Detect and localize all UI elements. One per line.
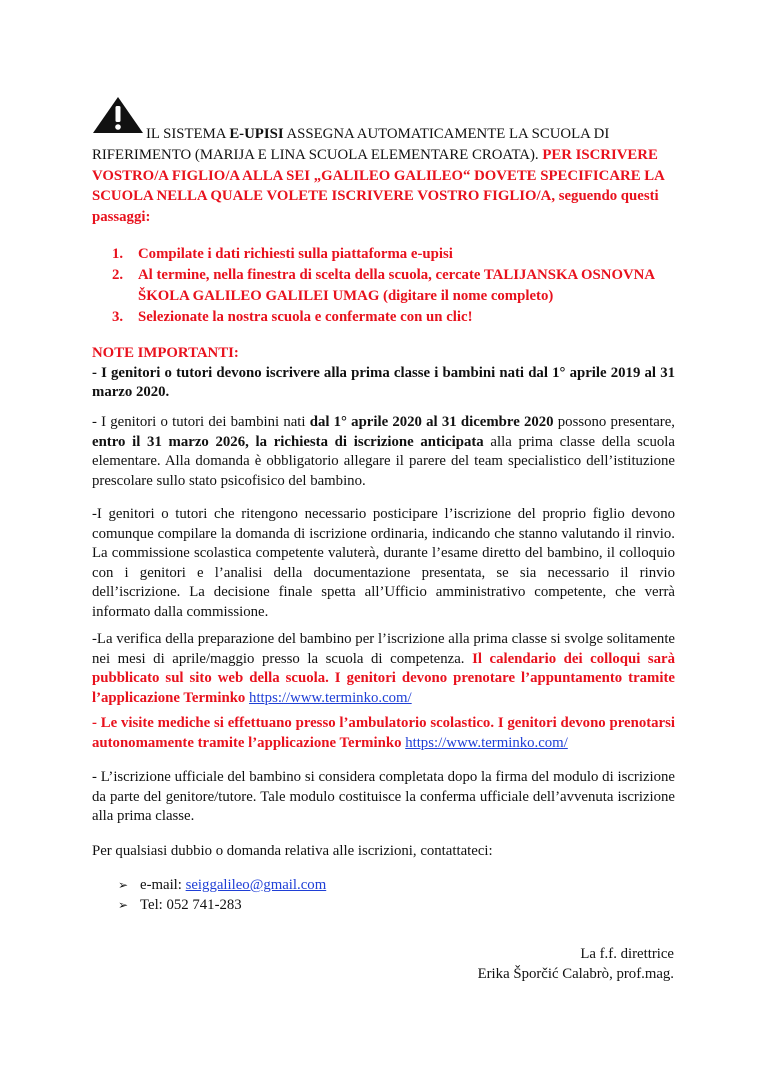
step-text: Compilate i dati richiesti sulla piattaforma e-upisi — [138, 246, 453, 262]
p2-text: possono presentare, — [553, 414, 675, 430]
postpone-paragraph — [92, 505, 675, 623]
intro-system-name: E-UPISI — [229, 126, 284, 142]
official-enrolment-text: - L’iscrizione ufficiale del bambino si considera completata dopo la firma del modulo di iscrizione da parte del genitore/tutore. Tale modulo costituisce la conferma ufficiale dell’avvenuta iscrizione alla prima classe. — [92, 769, 675, 825]
signature-name: Erika Šporčić Calabrò, prof.mag. — [477, 966, 674, 982]
step-number: 3. — [112, 309, 124, 325]
contact-intro — [92, 842, 675, 862]
p2-request: la richiesta di iscrizione anticipata — [255, 433, 484, 450]
signature-role: La f.f. direttrice — [580, 946, 674, 962]
notes-first-point: - I genitori o tutori devono iscrivere alla prima classe i bambini nati dal 1° aprile 2019 al 31 marzo 2020. — [92, 364, 675, 401]
arrow-bullet-icon: ➢ — [118, 878, 129, 892]
verification-paragraph — [92, 630, 675, 708]
step-item — [92, 265, 692, 307]
steps-list — [92, 244, 692, 328]
p2-deadline: entro il 31 marzo 2026 — [92, 433, 246, 450]
intro-text-1: IL SISTEMA — [146, 126, 230, 142]
step-number: 1. — [112, 246, 124, 262]
email-link[interactable]: seiggalileo@gmail.com — [185, 877, 327, 893]
email-label: e-mail: — [140, 877, 186, 893]
intro-paragraph — [92, 96, 692, 228]
step-text: Selezionate la nostra scuola e confermate con un clic! — [138, 309, 473, 325]
notes-section — [92, 344, 675, 403]
signature-block — [478, 944, 674, 984]
p2-text: - I genitori o tutori dei bambini nati — [92, 414, 310, 430]
medical-paragraph — [92, 714, 675, 753]
verification-calendar: Il calendario dei colloqui sarà pubblicato sul sito web della scuola. I genitori devono prenotare l’appuntamento tramite l’applicazione Terminko — [92, 650, 676, 706]
step-number: 2. — [112, 267, 124, 283]
intro-instruction: PER ISCRIVERE VOSTRO/A FIGLIO/A ALLA SEI „GALILEO GALILEO“ DOVETE SPECIFICARE LA SCUOLA NELLA QUALE VOLETE ISCRIVERE VOSTRO FIGLIO/A, seguendo questi passaggi: — [92, 146, 664, 226]
contacts-list — [118, 876, 326, 915]
warning-icon — [92, 96, 144, 134]
notes-heading: NOTE IMPORTANTI: — [92, 345, 239, 361]
verification-text: -La verifica della preparazione del bambino per l’iscrizione alla prima classe si svolge solitamente nei mesi di aprile/maggio presso la scuola di competenza. — [92, 631, 675, 667]
terminko-link[interactable]: https://www.terminko.com/ — [405, 734, 568, 751]
arrow-bullet-icon: ➢ — [118, 897, 129, 912]
p2-comma: , — [245, 433, 256, 450]
terminko-link[interactable]: https://www.terminko.com/ — [249, 689, 412, 706]
p2-dates: dal 1° aprile 2020 al 31 dicembre 2020 — [309, 414, 554, 430]
postpone-text: -I genitori o tutori che ritengono necessario posticipare l’iscrizione del proprio figlio devono comunque compilare la domanda di iscrizione ordinaria, indicando che stanno valutando il rinvio. La commissione scolastica competente valuterà, durante l’esame diretto del bambino, il colloquio con i genitori e l’analisi della documentazione presentata, se sia necessario il rinvio dell’iscrizione. La decisione finale spetta all’Ufficio amministrativo competente, che verrà informato dalla commissione. — [92, 506, 675, 620]
contact-tel-row — [118, 896, 326, 916]
telephone: Tel: 052 741-283 — [140, 896, 242, 913]
contact-intro-text: Per qualsiasi dubbio o domanda relativa alle iscrizioni, contattateci: — [92, 843, 493, 859]
step-item — [92, 307, 692, 328]
step-item — [92, 244, 692, 265]
p2-text: alla prima classe della scuola elementare. Alla domanda è obbligatorio allegare il parere del team specialistico dell’istituzione prescolare sullo stato psicofisico del bambino. — [92, 433, 675, 489]
medical-text: - Le visite mediche si effettuano presso l’ambulatorio scolastico. I genitori devono prenotarsi autonomamente tramite l’applicazione Terminko — [92, 715, 675, 751]
intro-text-3: ASSEGNA AUTOMATICAMENTE LA SCUOLA DI RIFERIMENTO (MARIJA E LINA SCUOLA ELEMENTARE CROATA). — [92, 126, 610, 163]
official-enrolment-paragraph — [92, 768, 675, 827]
contact-email-row — [118, 876, 326, 896]
early-enrolment-paragraph — [92, 413, 675, 491]
step-text: Al termine, nella finestra di scelta della scuola, cercate TALIJANSKA OSNOVNA ŠKOLA GALILEO GALILEI UMAG (digitare il nome completo) — [138, 267, 655, 304]
